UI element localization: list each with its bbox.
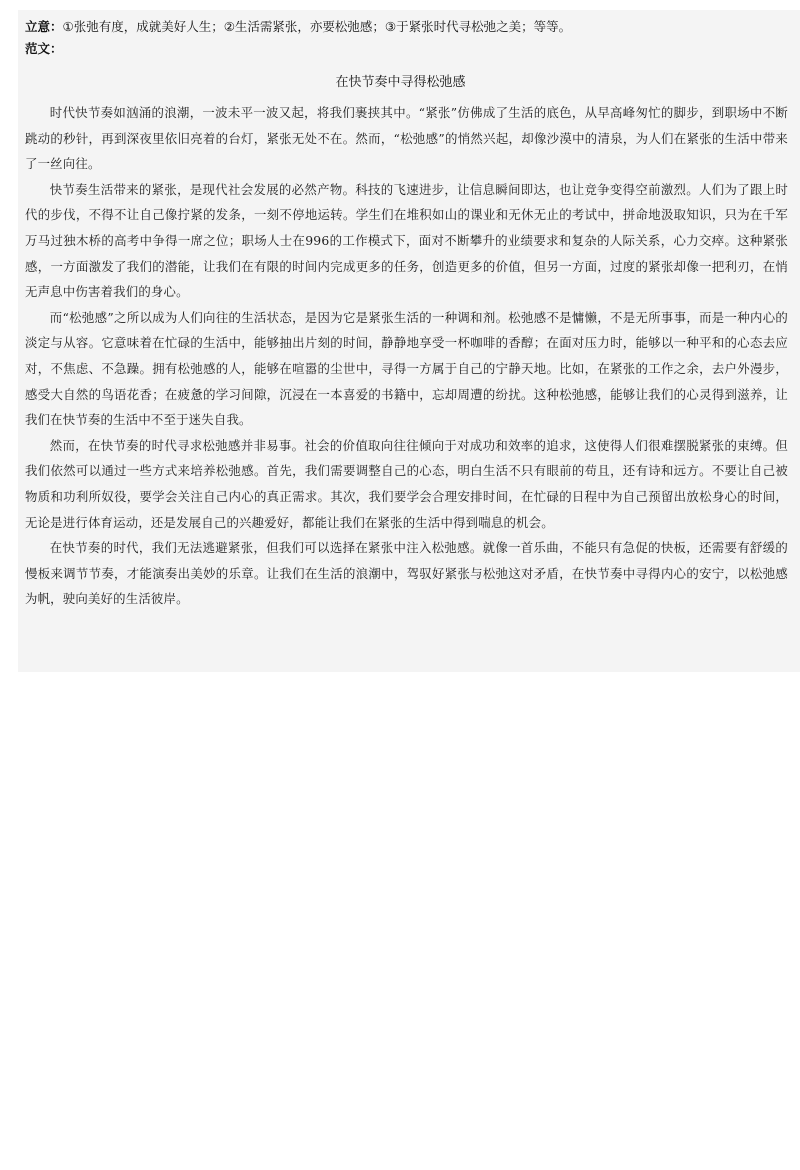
essay-paragraph-4: 然而，在快节奏的时代寻求松弛感并非易事。社会的价值取向往往倾向于对成功和效率的追求，这使得人们很难摆脱紧张的束缚。但我们依然可以通过一些方式来培养松弛感。首先，我们需要调整自己的心态，明白生活不只有眼前的苟且，还有诗和远方。不要让自己被物质和功利所奴役，要学会关注自己内心的真正需求。其次，我们要学会合理安排时间，在忙碌的日程中为自己预留出放松身心的时间，无论是进行体育运动，还是发展自己的兴趣爱好，都能让我们在紧张的生活中得到喘息的机会。 (25, 437, 788, 530)
essay-paragraph-3: 而“松弛感”之所以成为人们向往的生活状态，是因为它是紧张生活的一种调和剂。松弛感不是慵懒，不是无所事事，而是一种内心的淡定与从容。它意味着在忙碌的生活中，能够抽出片刻的时间，静静地享受一杯咖啡的香醇；在面对压力时，能够以一种平和的心态去应对，不焦虑、不急躁。拥有松弛感的人，能够在喧嚣的尘世中，寻得一方属于自己的宁静天地。比如，在紧张的工作之余，去户外漫步，感受大自然的鸟语花香；在疲惫的学习间隙，沉浸在一本喜爱的书籍中，忘却周遭的纷扰。这种松弛感，能够让我们的心灵得到滋养，让我们在快节奏的生活中不至于迷失自我。 (25, 309, 788, 428)
essay-paragraph-5: 在快节奏的时代，我们无法逃避紧张，但我们可以选择在紧张中注入松弛感。就像一首乐曲，不能只有急促的快板，还需要有舒缓的慢板来调节节奏，才能演奏出美妙的乐章。让我们在生活的浪潮中，驾驭好紧张与松弛这对矛盾，在快节奏中寻得内心的安宁，以松弛感为帆，驶向美好的生活彼岸。 (25, 540, 788, 607)
essay-paragraph-1: 时代快节奏如汹涌的浪潮，一波未平一波又起，将我们裹挟其中。“紧张”仿佛成了生活的底色，从早高峰匆忙的脚步，到职场中不断跳动的秒针，再到深夜里依旧亮着的台灯，紧张无处不在。然而，“松弛感”的悄然兴起，却像沙漠中的清泉，为人们在紧张的生活中带来了一丝向往。 (25, 105, 788, 172)
sample-label: 范文： (25, 41, 63, 56)
intent-line (25, 16, 788, 38)
essay-title: 在快节奏中寻得松弛感 (335, 75, 466, 90)
intent-label: 立意： (25, 19, 63, 34)
document-panel (18, 10, 800, 672)
sample-line (25, 38, 788, 60)
intent-text: ①张弛有度，成就美好人生；②生活需紧张，亦要松弛感；③于紧张时代寻松弛之美；等等。 (62, 19, 572, 34)
essay-paragraph-2: 快节奏生活带来的紧张，是现代社会发展的必然产物。科技的飞速进步，让信息瞬间即达，也让竞争变得空前激烈。人们为了跟上时代的步伐，不得不让自己像拧紧的发条，一刻不停地运转。学生们在堆积如山的课业和无休无止的考试中，拼命地汲取知识，只为在千军万马过独木桥的高考中争得一席之位；职场人士在996的工作模式下，面对不断攀升的业绩要求和复杂的人际关系，心力交瘁。这种紧张感，一方面激发了我们的潜能，让我们在有限的时间内完成更多的任务，创造更多的价值，但另一方面，过度的紧张却像一把利刃，在悄无声息中伤害着我们的身心。 (25, 181, 788, 300)
